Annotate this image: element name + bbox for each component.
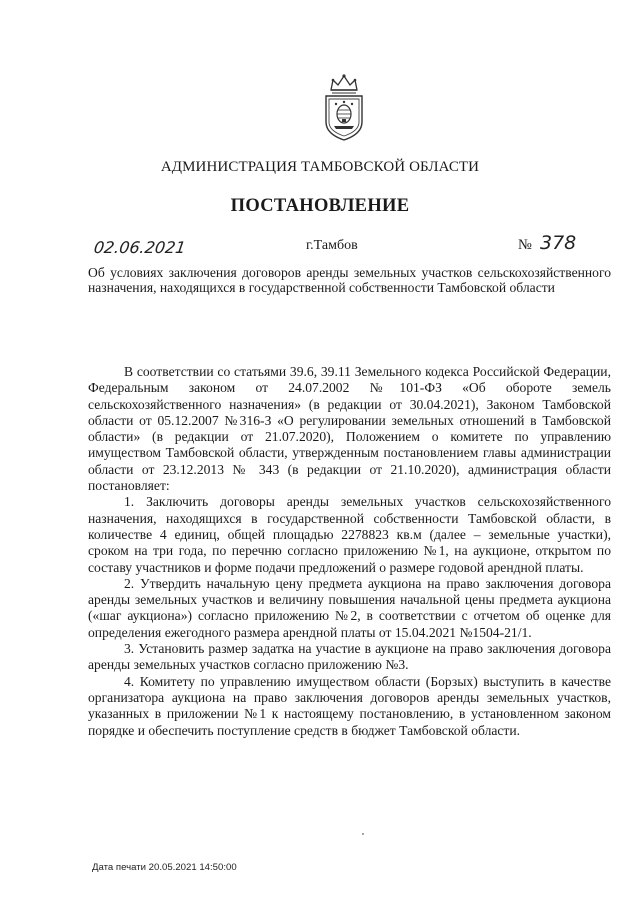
document-number: 378 xyxy=(540,232,577,254)
organization-title: АДМИНИСТРАЦИЯ ТАМБОВСКОЙ ОБЛАСТИ xyxy=(160,159,480,175)
tambov-coat-of-arms-icon xyxy=(321,72,367,142)
clause-1-paragraph: 1. Заключить договоры аренды земельных участков сельскохозяйственного назначения, находящихся в государственной собственности Тамбовской области, в количестве 4 единиц, общей площадью 2278823 кв.м (далее – земельные участки), сроком на три года, по перечню согласно приложению №1, на аукционе, открытом по составу участников и форме подачи предложений о размере годовой арендной платы. xyxy=(88,494,611,575)
document-subject: Об условиях заключения договоров аренды земельных участков сельскохозяйственного назначения, находящихся в государственной собственности Тамбовской области xyxy=(88,265,611,295)
document-city: г.Тамбов xyxy=(306,238,358,253)
document-type-title: ПОСТАНОВЛЕНИЕ xyxy=(230,196,410,216)
document-date: 02.06.2021 xyxy=(92,238,187,257)
clause-2-paragraph: 2. Утвердить начальную цену предмета аукциона на право заключения договора аренды земельных участков и величину повышения начальной цены предмета аукциона («шаг аукциона») согласно приложению №2, в соответствии с отчетом об оценке для определения ежегодного размера арендной платы от 15.04.2021 №1504-21/1. xyxy=(88,575,611,640)
clause-3-paragraph: 3. Установить размер задатка на участие в аукционе на право заключения договора аренды земельных участков согласно приложению №3. xyxy=(88,641,611,673)
document-body xyxy=(88,364,611,739)
scan-dot xyxy=(362,833,364,835)
print-date-footer: Дата печати 20.05.2021 14:50:00 xyxy=(92,862,237,873)
preamble-paragraph: В соответствии со статьями 39.6, 39.11 Земельного кодекса Российской Федерации, Федеральным законом от 24.07.2002 №101-ФЗ «Об обороте земель сельскохозяйственного назначения» (в редакции от 30.04.2021), Законом Тамбовской области от 05.12.2007 №316-З «О регулировании земельных отношений в Тамбовской области» (в редакции от 21.07.2020), Положением о комитете по управлению имуществом Тамбовской области, утвержденным постановлением главы администрации области от 23.12.2013 № 343 (в редакции от 21.10.2020), администрация области постановляет: xyxy=(88,364,611,494)
document-number-label: № xyxy=(518,237,532,253)
clause-4-paragraph: 4. Комитету по управлению имуществом области (Борзых) выступить в качестве организатора аукциона на право заключения договоров аренды земельных участков, указанных в приложении №1 к настоящему постановлению, в установленном законом порядке и обеспечить поступление средств в бюджет Тамбовской области. xyxy=(88,673,611,738)
